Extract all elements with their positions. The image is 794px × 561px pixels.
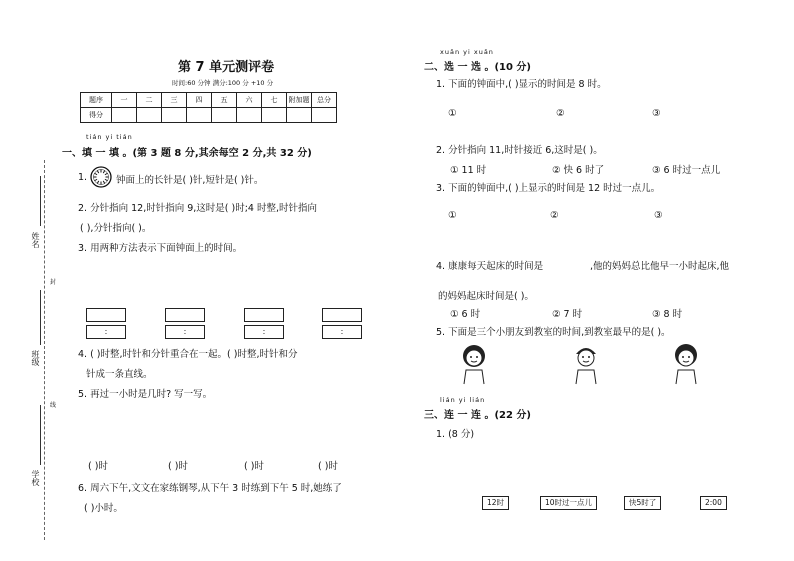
clock-icon — [566, 196, 602, 232]
s1-q5-text: 5. 再过一小时是几时? 写一写。 — [78, 389, 213, 400]
option-marker[interactable]: ① — [448, 108, 457, 119]
clock-icon — [696, 426, 732, 462]
s1-q1-text: 钟面上的长针是( )针,短针是( )针。 — [116, 175, 264, 186]
option-marker[interactable]: ① — [448, 210, 457, 221]
option-marker[interactable]: ② — [550, 210, 559, 221]
q5-blank[interactable]: ( )时 — [168, 461, 188, 472]
section2-pinyin: xuǎn yi xuǎn — [440, 48, 494, 56]
s1-q6-line1: 6. 周六下午,文文在家练钢琴,从下午 3 时练到下午 5 时,她练了 — [78, 483, 342, 494]
clock-icon — [550, 426, 586, 462]
option-marker[interactable]: ③ — [652, 108, 661, 119]
answer-box-word[interactable] — [86, 308, 126, 322]
section3-title: 三、连 一 连 。(22 分) — [424, 410, 531, 421]
answer-box-word[interactable] — [244, 308, 284, 322]
name-line — [40, 176, 41, 226]
clock-icon — [462, 96, 498, 132]
s1-q2-line2: ( ),分针指向( )。 — [80, 223, 152, 234]
clock-icon — [554, 246, 586, 278]
s3-q1-text: 1. (8 分) — [436, 429, 475, 440]
clock-icon — [478, 426, 514, 462]
s2-q2-opt3[interactable]: ③ 6 时过一点儿 — [652, 165, 721, 176]
clock-icon — [314, 407, 354, 447]
clock-icon — [666, 96, 702, 132]
clock-icon — [598, 344, 630, 376]
clock-icon — [96, 407, 136, 447]
page-title: 第 7 单元测评卷 — [178, 60, 275, 75]
s1-q1-num: 1. — [78, 172, 88, 183]
answer-box-word[interactable] — [322, 308, 362, 322]
school-label: 学校 — [31, 470, 40, 486]
s2-q2-opt1[interactable]: ① 11 时 — [450, 165, 487, 176]
answer-box-digital[interactable]: : — [86, 325, 126, 339]
clock-icon — [468, 196, 504, 232]
child-figure-icon — [456, 340, 496, 386]
clock-icon — [670, 196, 706, 232]
clock-icon — [90, 166, 112, 188]
section1-title: 一、填 一 填 。(第 3 题 8 分,其余每空 2 分,共 32 分) — [62, 148, 312, 159]
s2-q2-opt2[interactable]: ② 快 6 时了 — [552, 165, 605, 176]
clock-icon — [566, 96, 602, 132]
name-label: 姓名 — [31, 232, 40, 248]
s2-q5-text: 5. 下面是三个小朋友到教室的时间,到教室最早的是( )。 — [436, 327, 671, 338]
score-table — [80, 92, 337, 123]
s1-q4-line2: 针成一条直线。 — [86, 369, 153, 380]
section1-pinyin: tián yi tián — [86, 133, 133, 141]
clock-icon — [86, 262, 126, 302]
match-answer-3[interactable]: 快5时了 — [624, 496, 661, 510]
clock-icon — [254, 407, 294, 447]
clock-icon — [176, 407, 216, 447]
clock-icon — [702, 344, 734, 376]
clock-icon — [244, 262, 284, 302]
q5-blank[interactable]: ( )时 — [244, 461, 264, 472]
s2-q4-line1b: ,他的妈妈总比他早一小时起床,他 — [590, 261, 730, 272]
s2-q4-opt3[interactable]: ③ 8 时 — [652, 309, 683, 320]
s1-q3-text: 3. 用两种方法表示下面钟面上的时间。 — [78, 243, 243, 254]
s2-q4-opt2[interactable]: ② 7 时 — [552, 309, 583, 320]
s2-q4-line1a: 4. 康康每天起床的时间是 — [436, 261, 544, 272]
section2-title: 二、选 一 选 。(10 分) — [424, 62, 531, 73]
clock-icon — [624, 426, 660, 462]
q5-blank[interactable]: ( )时 — [88, 461, 108, 472]
match-answer-1[interactable]: 12时 — [482, 496, 509, 510]
clock-icon — [165, 262, 205, 302]
section3-pinyin: lián yi lián — [440, 396, 486, 404]
seal-mark: 封 — [50, 279, 57, 286]
s1-q2-line1: 2. 分针指向 12,时针指向 9,这时是( )时;4 时整,时针指向 — [78, 203, 318, 214]
option-marker[interactable]: ② — [556, 108, 565, 119]
q5-blank[interactable]: ( )时 — [318, 461, 338, 472]
answer-box-digital[interactable]: : — [244, 325, 284, 339]
binding-line — [44, 160, 45, 540]
match-answer-2[interactable]: 10时过一点儿 — [540, 496, 597, 510]
answer-box-digital[interactable]: : — [322, 325, 362, 339]
clock-icon — [494, 344, 526, 376]
s2-q2-text: 2. 分针指向 11,时针接近 6,这时是( )。 — [436, 145, 603, 156]
class-line — [40, 290, 41, 345]
s2-q1-text: 1. 下面的钟面中,( )显示的时间是 8 时。 — [436, 79, 607, 90]
clock-icon — [322, 262, 362, 302]
score-header-row: 题序 一 二 三 四 五 六 七 附加题 总分 — [81, 93, 337, 108]
line-mark: 线 — [50, 402, 57, 409]
answer-box-digital[interactable]: : — [165, 325, 205, 339]
option-marker[interactable]: ③ — [654, 210, 663, 221]
class-label: 班级 — [31, 350, 40, 366]
s2-q4-line2: 的妈妈起床时间是( )。 — [438, 291, 534, 302]
s1-q4-line1: 4. ( )时整,时针和分针重合在一起。( )时整,时针和分 — [78, 349, 298, 360]
school-line — [40, 405, 41, 465]
s2-q3-text: 3. 下面的钟面中,( )上显示的时间是 12 时过一点儿。 — [436, 183, 661, 194]
s1-q6-line2: ( )小时。 — [84, 503, 123, 514]
match-answer-4[interactable]: 2:00 — [700, 496, 727, 510]
answer-box-word[interactable] — [165, 308, 205, 322]
score-value-row: 得分 — [81, 108, 337, 123]
exam-meta: 时间:60 分钟 满分:100 分 +10 分 — [172, 79, 274, 87]
s2-q4-opt1[interactable]: ① 6 时 — [450, 309, 481, 320]
